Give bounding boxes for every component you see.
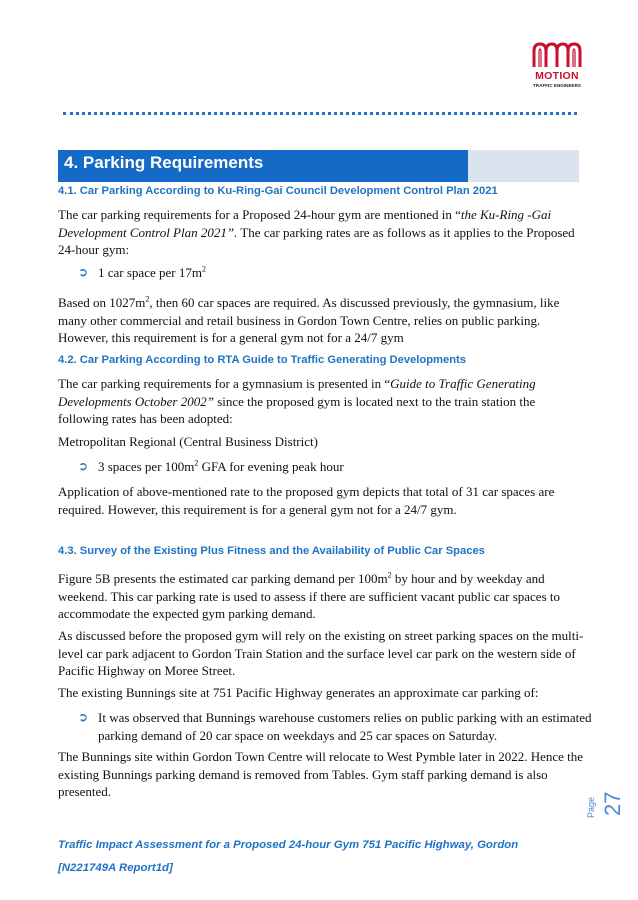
paragraph-4-2-result: Application of above-mentioned rate to the proposed gym depicts that total of 31 car spaces are required. However, this requirement is for a general gym not for a 24/7 gym. bbox=[58, 484, 555, 517]
arrow-bullet-icon: ➲ bbox=[78, 459, 89, 473]
arrow-bullet-icon: ➲ bbox=[78, 710, 89, 724]
section-title-band bbox=[58, 150, 579, 182]
heading-4-1: 4.1. Car Parking According to Ku-Ring-Gai Council Development Control Plan 2021 bbox=[58, 185, 498, 197]
paragraph-4-3-reliance: As discussed before the proposed gym will rely on the existing on street parking spaces on the multi- level car park adjacent to Gordon Train Station and the surface level car park on the western side of Pacific Highway on Moree Street. bbox=[58, 628, 584, 678]
section-title: 4. Parking Requirements bbox=[64, 153, 264, 172]
paragraph-4-1-calc: Based on $1027m^2$, then 60 car spaces are required. As discussed previously, the gymnasium, like many other commercial and retail business in Gordon Town Centre, relies on public parking. However, this requirement is for a general gym not for a 24/7 gym bbox=[58, 294, 560, 345]
heading-4-3: 4.3. Survey of the Existing Plus Fitness and the Availability of Public Car Spaces bbox=[58, 545, 485, 557]
arrow-bullet-icon: ➲ bbox=[78, 265, 89, 279]
paragraph-4-2-intro: The car parking requirements for a gymnasium is presented in “Guide to Traffic Generating Developments October 2002” since the proposed gym is located next to the train station the following rates has been adopted: bbox=[58, 376, 536, 426]
header-divider bbox=[63, 112, 577, 115]
paragraph-4-3-figure: Figure 5B presents the estimated car parking demand per $100m^2$ by hour and by weekday and weekend. This car parking rate is used to assess if there are sufficient vacant public car spaces to accommodate the expected gym parking demand. bbox=[58, 570, 560, 621]
paragraph-4-1-intro: The car parking requirements for a Proposed 24-hour gym are mentioned in “the Ku-Ring -Gai Development Control Plan 2021”. The car parking rates are as follows as it applies to the Proposed 24-hour gym: bbox=[58, 207, 575, 257]
page-number-value: 27 bbox=[600, 791, 625, 816]
logo-wordmark: MOTION bbox=[535, 70, 579, 82]
footer-report-ref: [N221749A Report1d] bbox=[58, 862, 173, 874]
motion-logo-mark-icon bbox=[532, 42, 582, 68]
paragraph-4-3-relocation: The Bunnings site within Gordon Town Centre will relocate to West Pymble later in 2022. Hence the existing Bunnings parking demand is removed from Tables. Gym staff parking demand is also presented. bbox=[58, 749, 584, 799]
logo-tagline: TRAFFIC ENGINEERS bbox=[533, 83, 581, 88]
heading-4-2: 4.2. Car Parking According to RTA Guide to Traffic Generating Developments bbox=[58, 354, 467, 366]
footer-title: Traffic Impact Assessment for a Proposed 24-hour Gym 751 Pacific Highway, Gordon bbox=[58, 839, 519, 851]
paragraph-4-2-category: Metropolitan Regional (Central Business District) bbox=[58, 434, 318, 449]
company-logo bbox=[528, 42, 586, 94]
page-number bbox=[586, 786, 630, 830]
paragraph-4-3-bunnings: The existing Bunnings site at 751 Pacific Highway generates an approximate car parking of: bbox=[58, 685, 539, 700]
page-label: Page bbox=[586, 796, 596, 818]
